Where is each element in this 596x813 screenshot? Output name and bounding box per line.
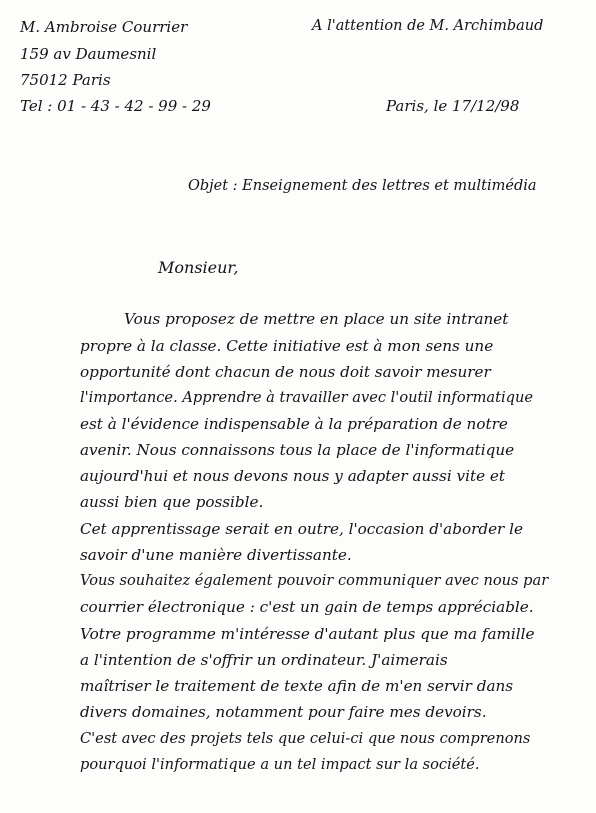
sender-phone: Tel : 01 - 43 - 42 - 99 - 29 bbox=[20, 97, 211, 115]
body-line: aussi bien que possible. bbox=[80, 493, 264, 511]
body-line: aujourd'hui et nous devons nous y adapter aussi vite et bbox=[80, 467, 505, 485]
body-line: Votre programme m'intéresse d'autant plus que ma famille bbox=[80, 625, 535, 643]
body-line: pourquoi l'informatique a un tel impact sur la société. bbox=[80, 756, 480, 773]
sender-city: 75012 Paris bbox=[20, 71, 111, 89]
place-date: Paris, le 17/12/98 bbox=[386, 97, 520, 115]
salutation: Monsieur, bbox=[158, 258, 239, 277]
body-line: C'est avec des projets tels que celui-ci que nous comprenons bbox=[80, 730, 531, 747]
body-line: propre à la classe. Cette initiative est à mon sens une bbox=[80, 337, 494, 355]
sender-street: 159 av Daumesnil bbox=[20, 45, 157, 63]
body-line: divers domaines, notamment pour faire mes devoirs. bbox=[80, 703, 487, 721]
body-line: opportunité dont chacun de nous doit savoir mesurer bbox=[80, 363, 491, 381]
body-line: savoir d'une manière divertissante. bbox=[80, 546, 352, 564]
body-line: Vous proposez de mettre en place un site intranet bbox=[124, 310, 509, 328]
body-line: est à l'évidence indispensable à la préparation de notre bbox=[80, 415, 508, 433]
sender-name: M. Ambroise Courrier bbox=[20, 18, 188, 36]
body-line: a l'intention de s'offrir un ordinateur. J'aimerais bbox=[80, 651, 448, 669]
body-line: Cet apprentissage serait en outre, l'occasion d'aborder le bbox=[80, 520, 523, 538]
body-line: courrier électronique : c'est un gain de temps appréciable. bbox=[80, 598, 534, 616]
body-line: Vous souhaitez également pouvoir communiquer avec nous par bbox=[80, 572, 549, 589]
body-line: l'importance. Apprendre à travailler avec l'outil informatique bbox=[80, 389, 534, 406]
body-line: avenir. Nous connaissons tous la place de l'informatique bbox=[80, 441, 515, 459]
subject-line: Objet : Enseignement des lettres et multimédia bbox=[188, 178, 537, 194]
recipient-line: A l'attention de M. Archimbaud bbox=[312, 18, 544, 34]
body-line: maîtriser le traitement de texte afin de m'en servir dans bbox=[80, 677, 514, 695]
